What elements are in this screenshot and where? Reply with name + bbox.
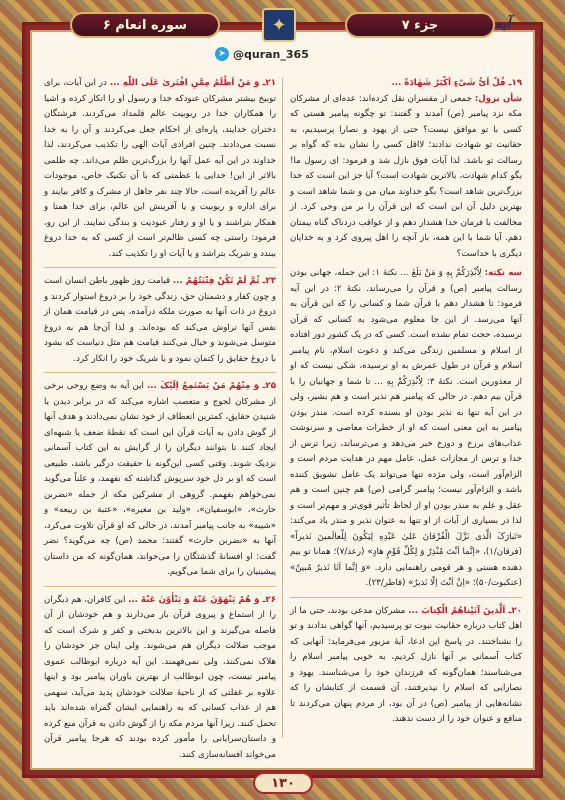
- site-logo: آیه: [495, 16, 511, 32]
- commentary-text: لِاُنْذِرَکُمْ بِهِ وَ مَنْ بَلَغَ ... نکتهٔ ۱: این جمله، جهانی بودن رسالت پیامبر (ص) و قرآن را می‌رساند. نکتهٔ ۲: در این آیه فرمود: تا هشدار دهم با قرآن شما و کسانی را که این قرآن به آنها می‌رسد. از این جا معلوم می‌شود به کسانی که قرآن نرسیده، حجت تمام نشده است. کسی که در یک کشور دور افتاده از اسلام و مسلمین زندگی می‌کند و دعوت اسلام، نام پیامبر اسلام و قرآن در طول عمرش به او نرسیده، شکی نیست که او از معذورین است. نکتهٔ ۳: لِاُنْذِرَکُمْ بِهِ ... تا شما و جهانیان را با قرآن بیم دهم. در حالی که پیامبر هم نذیر است و هم بشیر، ولی در این آیه تنها به نذیر بودن او بسنده کرده است. منذر بودن پیامبر به این معنی است که او از خطرات معاصی و سرنوشت عذاب‌های برزخ و دوزخ خبر می‌دهد و می‌ترساند، زیرا ترس از خدا و ترس از مجازات عمل، عامل مهم در هدایت مردم است و الزام‌آور است، ولی مژده تنها می‌تواند یک عامل تشویق کننده باشد و الزام‌آور نیست؛ پیامبر گرامی (ص) هم چنین است و هم عقل و علم به منذر بودن او از لحاظ تأثیر قوی‌تر و مهم‌تر است و لذا در بسیاری از آیات از او تنها به عنوان نذیر و منذر یاد می‌کند: «تَبارَکَ الَّذی نَزَّلَ الْفُرْقانَ عَلیٰ عَبْدِهِ لِیَکُونَ لِلْعالَمینَ نَذیراً» (فرقان/۱)، «اِنَّما اَنْتَ مُنْذِرٌ وَ لِکُلِّ قَوْمٍ هادٍ» (رعد/۷)؛ همانا تو بیم دهنده هستی و هر قومی راهنمایی دارد. «وَ اِنَّما اَنَا نَذیرٌ مُبینٌ» (عنکبوت/۵۰)؛ «اِنْ اَنْتَ اِلّا نَذیرٌ» (فاطر/۲۳).: [290, 268, 522, 588]
- page-number: ۱۳۰: [253, 772, 313, 794]
- commentary-text: قیامت روز ظهور باطن انسان است و چون کفار و دشمنان حق، زندگی خود را بر دروغ استوار کردند و دروغ در ذات آنها به صورت ملکه درآمده، پس در قیامت همان از نفس آنها تراوش می‌کند که بوده‌اند. و لذا آن‌جا هم به دروغ متوسل می‌شوند و خیال می‌کنند قیامت هم مثل دنیاست که بشود با دروغ حقایق را کتمان نمود و یا شریک خود را انکار کرد.: [44, 276, 276, 364]
- commentary-section-23: [44, 274, 276, 367]
- juz-label: جزء ۷: [345, 12, 495, 38]
- section-divider: [44, 267, 276, 268]
- commentary-text: این کافران، هم دیگران را از استماع و پیروی قرآن باز می‌دارند و هم خودشان از آن فاصله می‌گیرند و این بالاترین بدبختی و کفر و شرک است که موجب ضلالت دیگران هم می‌شوند. ولی اینان جز خودشان را هلاک نمی‌کنند، ولی نمی‌فهمند. این آیه درباره ابوطالب عموی پیامبر نیست، چون ابوطالب از بهترین یاوران پیامبر بود و اینها علاوه بر غفلتی که از ناحیهٔ ضلالت خودشان پدید می‌آید، سهمی هم از عذاب کسانی که به راهنمایی ایشان گمراه شده‌اند باید تحمل کنند. زیرا آنها مردم مکه را از گوش دادن به قرآن منع کرده و داستان‌سرایانی را مأمور کرده بودند که هرجا پیامبر قرآن می‌خواند افسانه‌سازی کنند.: [44, 594, 276, 760]
- channel-name: @quran_365: [233, 47, 309, 61]
- commentary-text: در این آیات، برای توبیخ بیشتر مشرکان عنودکه خدا و رسول او را انکار کرده و اشیا را همکاران خدا در ربوبیت عالم قلمداد می‌کردند. فرشتگان دختران خدایند، پاره‌ای از احکام جعل می‌کردند و آن را به خدا نسبت می‌دادند. چنین افرادی آیات الهی را تکذیب می‌کردند، لذا خداوند در این آیه عمل آنها را بزرگ‌ترین ظلم می‌داند. چه ظلمی بالاتر از این! خدایی با عظمتی که با آن تکنیک خاص، موجودات عالم را آفریده است، حالا چند نفر جاهل از مشرک و کافر بیایند و برای اداره و ربوبیت و یا آفرینش این عالم، برای خدا همتا و همکار بتراشند و یا او و رفتار عبودیت و بندگی نمایند. از این رو، فرمود: راستی چه کسی ظالم‌تر است از کسی که به خدا دروغ ببندد و شریک بتراشد و یا آیات او را تکذیب کند.: [44, 78, 276, 259]
- left-column: [44, 76, 276, 760]
- commentary-section-26: [44, 593, 276, 764]
- channel-handle[interactable]: [215, 46, 325, 62]
- commentary-section-20: [290, 604, 522, 728]
- commentary-text: مشرکان مدعی بودند، حتی ما از اهل کتاب درباره حقانیت نبوت تو پرسیدیم، آنها گواهی ندادند و تو را نشناختند. در پاسخ این ادعا، آیهٔ مزبور می‌فرماید: آنهایی که کتاب آسمانی بر آنها نازل کردیم، به خوبی پیامبر اسلام را می‌شناسند؛ همان‌گونه که فرزندان خود را می‌شناسند. یهود و نصارایی که اسلام را نپذیرفتند، آن قسمت از کتابشان را که نشانه‌هایی از پیامبر (ص) در آن بود، از مردم پنهان می‌کردند تا منافع و عنوان خود را از دست ندهند.: [290, 605, 522, 724]
- page-header: [30, 6, 535, 44]
- section-label: سه نکته:: [484, 268, 522, 278]
- emblem-icon: ✦: [262, 8, 296, 42]
- ayah-reference: ۲۶ـ وَ هُمْ یَنْهَوْنَ عَنْهُ وَ یَنْأَوْنَ عَنْهُ ...: [128, 594, 276, 605]
- right-column: [290, 76, 522, 741]
- commentary-section-21: [44, 76, 276, 262]
- section-divider: [290, 597, 522, 598]
- section-divider: [44, 372, 276, 373]
- ayah-reference: ۲۵ـ وَ مِنْهُمْ مَنْ یَسْتَمِعُ اِلَیْکَ ...: [147, 381, 276, 391]
- commentary-notes: [290, 266, 522, 592]
- commentary-section-19: [290, 76, 522, 262]
- column-divider: [282, 78, 283, 738]
- telegram-icon: ➤: [215, 47, 229, 61]
- ayah-reference: ۲۰ـ اَلَّذینَ آتَیْناهُمُ الْکِتابَ ...: [408, 605, 522, 616]
- section-label: شأن نزول:: [474, 93, 522, 104]
- section-divider: [44, 586, 276, 587]
- surah-label: سوره انعام ۶: [70, 12, 220, 38]
- ayah-reference: ۱۹ـ قُلْ اَیُّ شَیْءٍ اَکْبَرُ شَهٰادَةً ...: [391, 78, 522, 88]
- commentary-section-25: [44, 379, 276, 581]
- ayah-reference: ۲۳ـ ثُمَّ لَمْ تَکُنْ فِتْنَتُهُمْ ...: [172, 276, 276, 286]
- commentary-text: جمعی از مفسران نقل کرده‌اند: عده‌ای از مشرکان مکه نزد پیامبر (ص) آمدند و گفتند: تو چگونه پیامبر هستی که کسی با تو موافق نیست؟ حتی از یهود و نصارا پرسیدیم، به حقانیت تو شهادت ندادند؛ لااقل کسی را نشان بده که گواه بر رسالت تو باشد. لذا آیات فوق نازل شد و فرمود: ای رسول ما! بگو کدام شهادت، بالاترین شهادت است؟ آیا جز این است که خدا بزرگ‌ترین شاهد است؟ بگو خداوند میان من و شما شاهد است و بهترین دلیل آن این است که این قرآن را بر من وحی کرد. از مخالفت با فرمان خدا هشدار دهم و از عواقب دردناک گناه بیمتان دهم. آیا شما با این همه، باز آنچه را اهل پیروی کرد و به خدایان دیگری با خداست؟: [290, 93, 522, 259]
- commentary-text: این آیه به وضع روحی برخی از مشرکان لجوج و متعصب اشاره می‌کند که در برابر دیدن یا شنیدن حقایق، کمترین انعطاف از خود نشان نمی‌دادند و هدف آنها از گوش دادن به آیات قرآن این است که نقطهٔ ضعف یا شبهه‌ای ایجاد کنند تا بتوانند دیگران را از گرایش به این کتاب آسمانی نزدیک شوند. وقتی کسی این‌گونه با حقیقت درگیر باشد، طبیعی است که او بر دل خود سرپوش گذاشته که نفهمد، و علناً می‌گوید نمی‌خواهم بفهمم. گروهی از مشرکین مکه از جمله «نضربن حارث»، «ابوسفیان»، «ولید بن مغیره»، «عتبة بن ربیعه» و «شیبه» به جانب پیامبر آمدند، در حالی که او قرآن تلاوت می‌کرد، آنها به «نضربن حارث» گفتند: محمد (ص) چه می‌گوید؟ نضر گفت: او افسانهٔ گذشتگان را می‌خواند، همان‌گونه که من داستان پیشینیان را برای شما می‌گویم.: [44, 381, 276, 577]
- ayah-reference: ۲۱ـ وَ مَنْ اَظْلَمُ مِمَّنِ افْتَریٰ عَلَی اللّٰهِ ...: [109, 78, 276, 88]
